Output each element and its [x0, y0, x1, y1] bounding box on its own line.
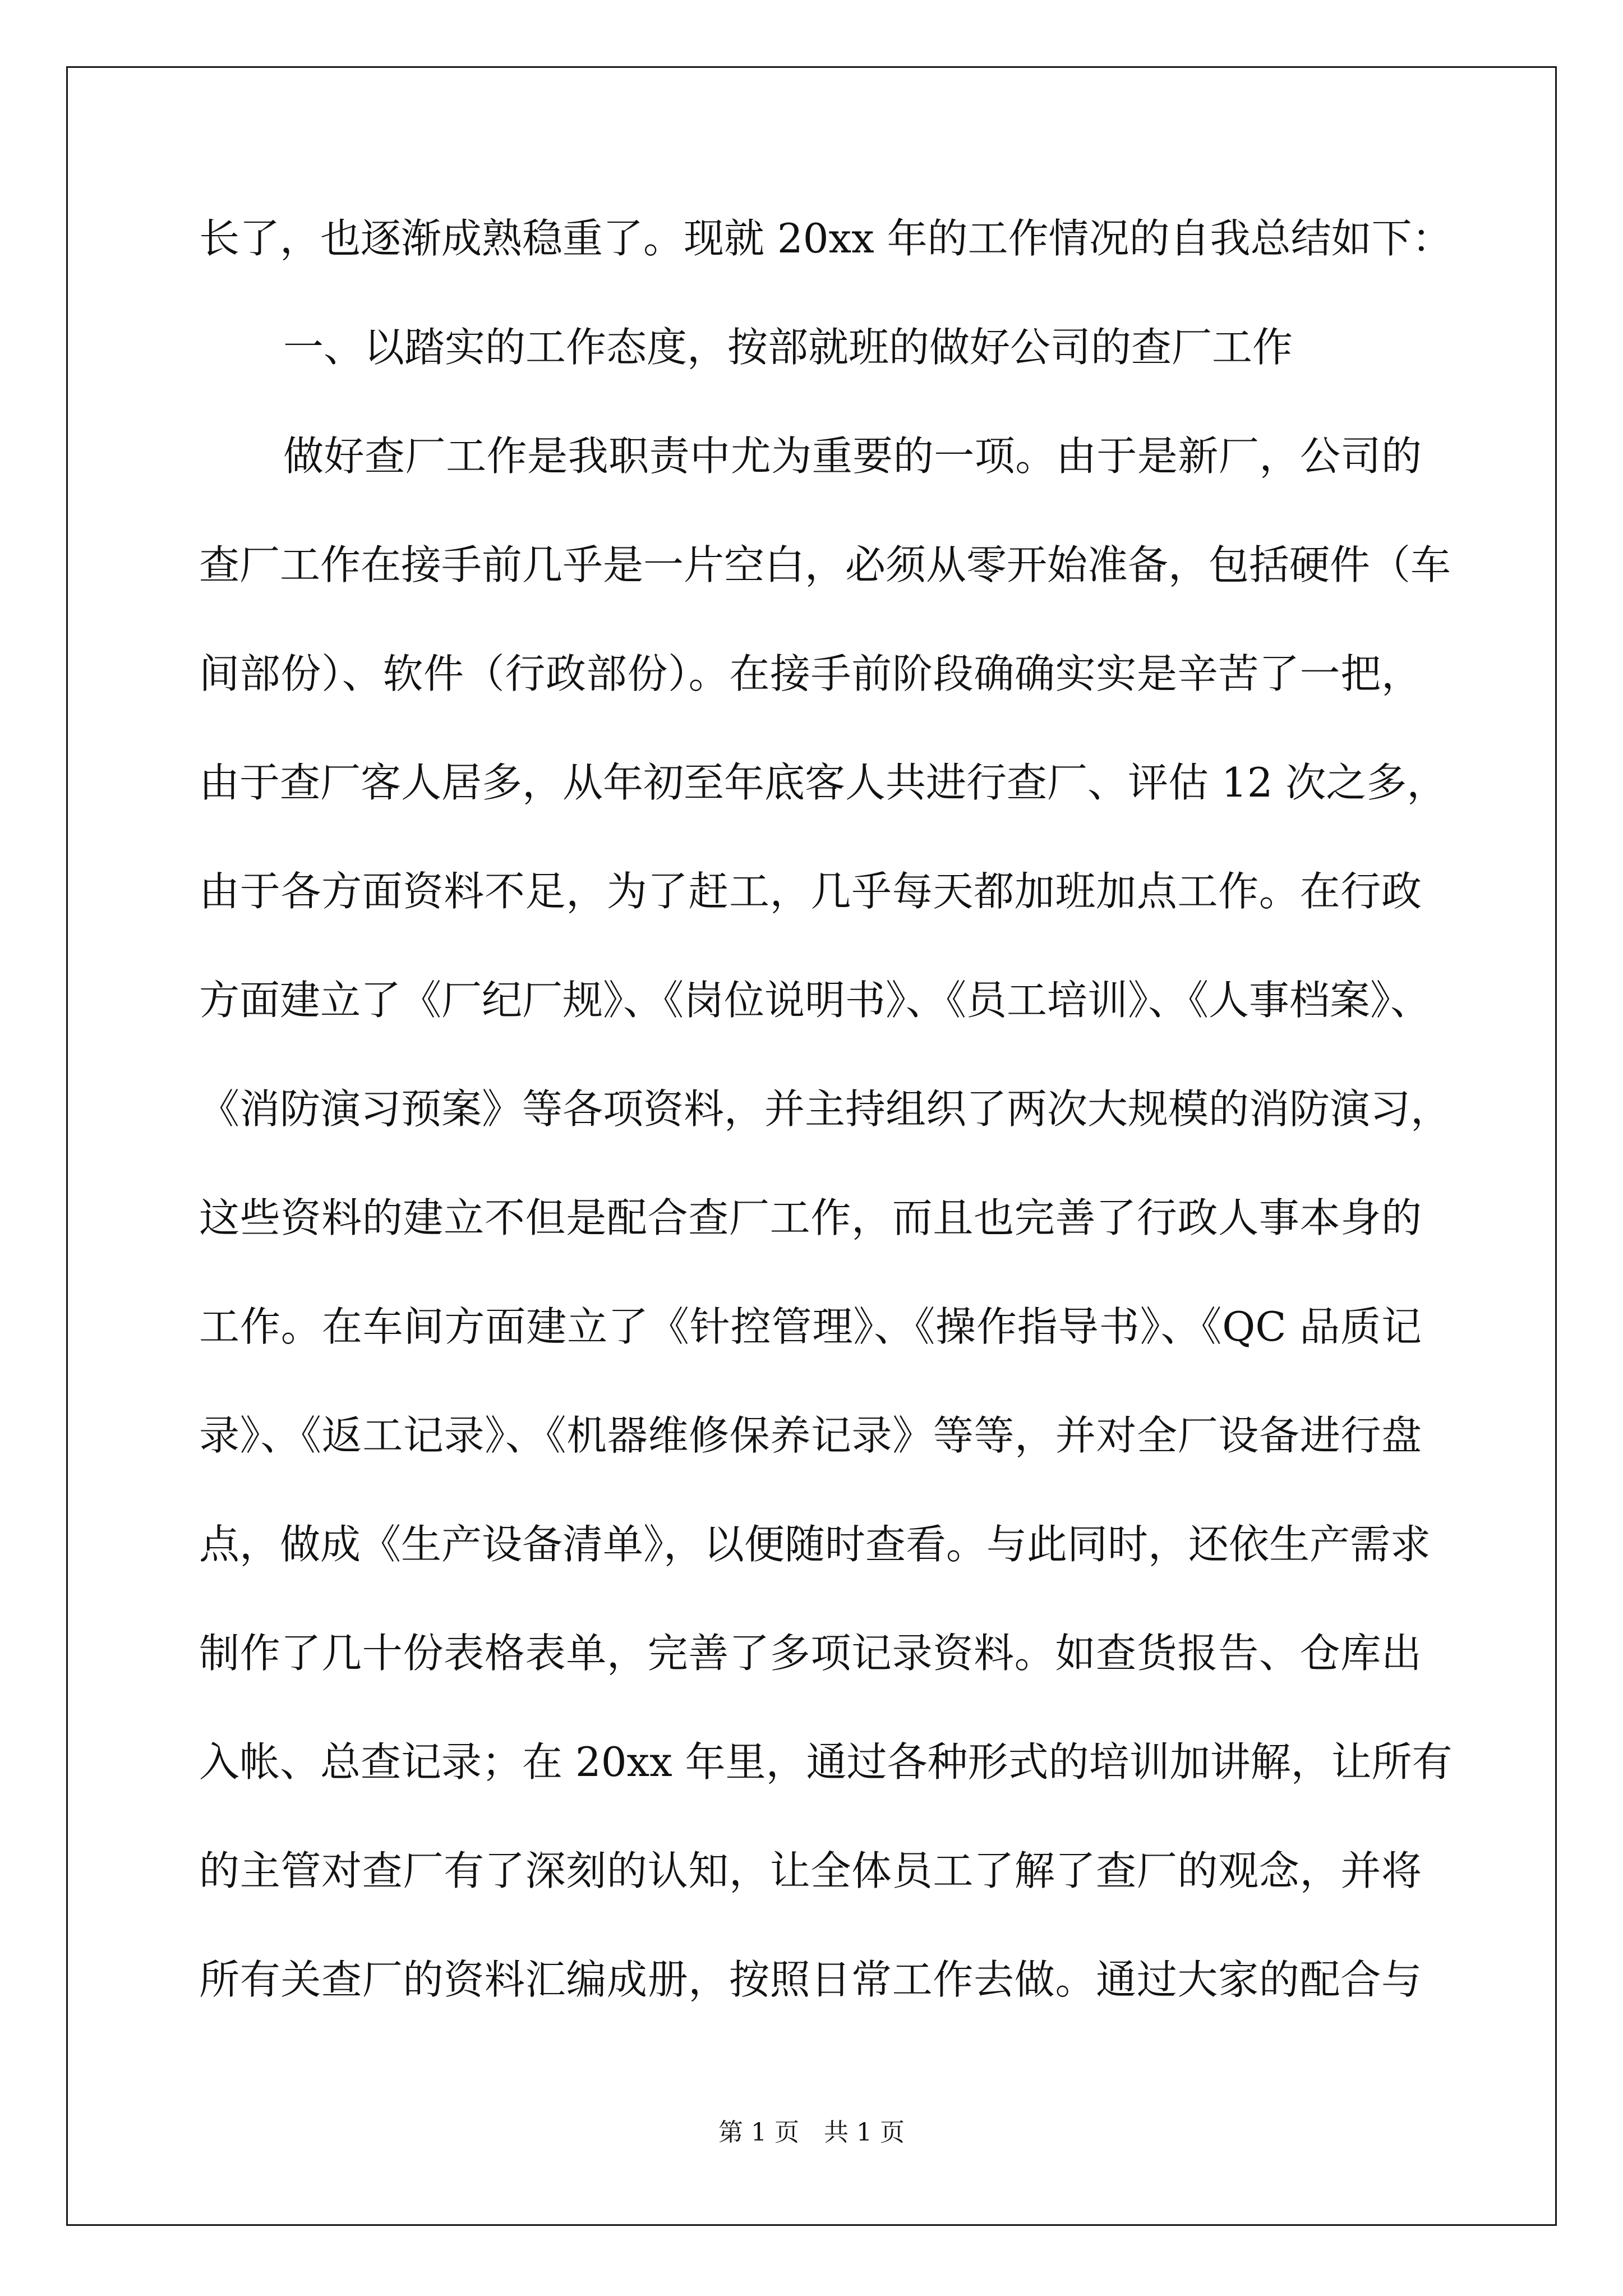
text-line: 所有关查厂的资料汇编成册，按照日常工作去做。通过大家的配合与: [199, 1956, 1422, 2003]
document-body: [199, 208, 1453, 2058]
text-line: 方面建立了《厂纪厂规》、《岗位说明书》、《员工培训》、《人事档案》、: [199, 977, 1431, 1024]
text-line: 制作了几十份表格表单，完善了多项记录资料。如查货报告、仓库出: [199, 1630, 1422, 1677]
text-line: 间部份）、软件（行政部份）。在接手前阶段确确实实是辛苦了一把，: [199, 650, 1422, 697]
section-heading: 一、以踏实的工作态度，按部就班的做好公司的查厂工作: [283, 324, 1293, 371]
text-line: 的主管对查厂有了深刻的认知，让全体员工了解了查厂的观念，并将: [199, 1847, 1422, 1894]
text-line: 入帐、总查记录；在 20xx 年里，通过各种形式的培训加讲解，让所有: [199, 1738, 1453, 1786]
text-line: 工作。在车间方面建立了《针控管理》、《操作指导书》、《QC 品质记: [199, 1303, 1422, 1350]
text-line: 查厂工作在接手前几乎是一片空白，必须从零开始准备，包括硬件（车: [199, 541, 1451, 588]
text-line: 《消防演习预案》等各项资料，并主持组织了两次大规模的消防演习，: [199, 1085, 1451, 1133]
text-line: 长了，也逐渐成熟稳重了。现就 20xx 年的工作情况的自我总结如下：: [199, 215, 1453, 262]
text-line: 录》、《返工记录》、《机器维修保养记录》等等，并对全厂设备进行盘: [199, 1412, 1422, 1459]
text-line: 点，做成《生产设备清单》，以便随时查看。与此同时，还依生产需求: [199, 1521, 1431, 1568]
text-line: 由于查厂客人居多，从年初至年底客人共进行查厂、评估 12 次之多，: [199, 759, 1447, 806]
page-footer: 第 1 页 共 1 页: [718, 2118, 905, 2147]
text-line: 这些资料的建立不但是配合查厂工作，而且也完善了行政人事本身的: [199, 1194, 1422, 1241]
text-line: 由于各方面资料不足，为了赶工，几乎每天都加班加点工作。在行政: [199, 868, 1422, 915]
text-line: 做好查厂工作是我职责中尤为重要的一项。由于是新厂，公司的: [283, 432, 1422, 480]
